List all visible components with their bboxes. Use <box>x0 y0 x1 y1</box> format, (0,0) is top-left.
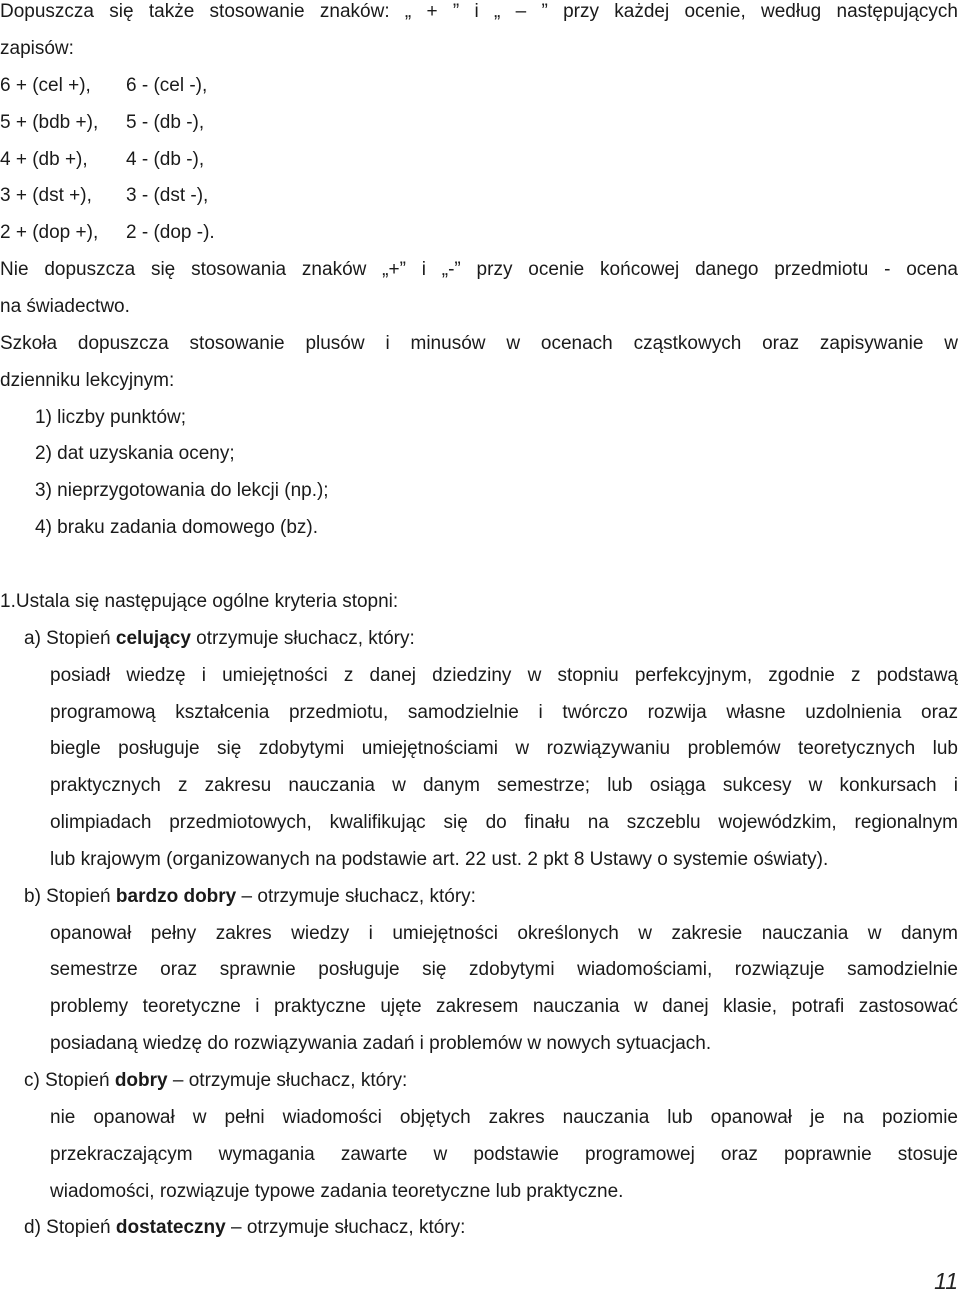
criterion-a-line: olimpiadach przedmiotowych, kwalifikując się do finału na szczeblu wojewódzkim, regionalnym <box>50 812 958 833</box>
criterion-a-grade: celujący <box>115 628 191 649</box>
criteria-heading: 1.Ustala się następujące ogólne kryteria stopni: <box>0 591 399 612</box>
criterion-a-prefix: a) Stopień <box>24 628 116 649</box>
list-item: 4) braku zadania domowego (bz). <box>35 517 319 538</box>
criterion-a-line: programową kształcenia przedmiotu, samodzielnie i twórczo rozwija własne uzdolnienia oraz <box>50 702 958 723</box>
criterion-b-line: posiadaną wiedzę do rozwiązywania zadań i problemów w nowych sytuacjach. <box>50 1033 712 1054</box>
list-item: 2) dat uzyskania oceny; <box>35 443 235 464</box>
criterion-c-line: nie opanował w pełni wiadomości objętych zakres nauczania lub opanował je na poziomie <box>50 1107 958 1128</box>
grade-plus-4: 4 + (db +), <box>0 149 88 170</box>
criterion-d-grade: dostateczny <box>115 1217 226 1238</box>
criterion-b-line: semestrze oraz sprawnie posługuje się zdobytymi wiadomościami, rozwiązuje samodzielnie <box>50 959 958 980</box>
grade-minus-6: 6 - (cel -), <box>126 75 208 96</box>
school-line-1: Szkoła dopuszcza stosowanie plusów i minusów w ocenach cząstkowych oraz zapisywanie w <box>0 333 958 354</box>
criterion-a-line: praktycznych z zakresu nauczania w danym semestrze; lub osiąga sukcesy w konkursach i <box>50 775 958 796</box>
criterion-c-heading <box>24 1069 407 1093</box>
list-item: 3) nieprzygotowania do lekcji (np.); <box>35 480 329 501</box>
school-line-2: dzienniku lekcyjnym: <box>0 370 175 391</box>
intro-line-2: zapisów: <box>0 38 74 59</box>
criterion-b-suffix: – otrzymuje słuchacz, który: <box>236 886 476 907</box>
criterion-a-heading <box>24 627 415 651</box>
final-note-line-1: Nie dopuszcza się stosowania znaków „+” i „-” przy ocenie końcowej danego przedmiotu - ocena <box>0 259 958 280</box>
criterion-b-grade: bardzo dobry <box>115 886 237 907</box>
criterion-a-line: posiadł wiedzę i umiejętności z danej dziedziny w stopniu perfekcyjnym, zgodnie z podstawą <box>50 665 958 686</box>
grade-plus-6: 6 + (cel +), <box>0 75 91 96</box>
criterion-b-prefix: b) Stopień <box>24 886 116 907</box>
grade-minus-5: 5 - (db -), <box>126 112 205 133</box>
grade-minus-3: 3 - (dst -), <box>126 185 209 206</box>
criterion-b-heading <box>24 885 476 909</box>
grade-plus-3: 3 + (dst +), <box>0 185 92 206</box>
criterion-a-suffix: otrzymuje słuchacz, który: <box>190 628 415 649</box>
grade-minus-4: 4 - (db -), <box>126 149 205 170</box>
list-item: 1) liczby punktów; <box>35 407 187 428</box>
criterion-b-line: opanował pełny zakres wiedzy i umiejętności określonych w zakresie nauczania w danym <box>50 923 958 944</box>
criterion-c-suffix: – otrzymuje słuchacz, który: <box>167 1070 408 1091</box>
criterion-a-line: biegle posługuje się zdobytymi umiejętnościami w rozwiązywaniu problemów teoretycznych lub <box>50 738 958 759</box>
criterion-b-line: problemy teoretyczne i praktyczne ujęte zakresem nauczania w danej klasie, potrafi zastosować <box>50 996 958 1017</box>
grade-plus-2: 2 + (dop +), <box>0 222 99 243</box>
page-number: 11 <box>934 1268 958 1294</box>
criterion-c-line: przekraczającym wymagania zawarte w podstawie programowej oraz poprawnie stosuje <box>50 1144 958 1165</box>
criterion-c-prefix: c) Stopień <box>24 1070 115 1091</box>
criterion-d-heading <box>24 1216 465 1240</box>
criterion-a-line: lub krajowym (organizowanych na podstawie art. 22 ust. 2 pkt 8 Ustawy o systemie oświaty). <box>50 849 829 870</box>
grade-minus-2: 2 - (dop -). <box>126 222 215 243</box>
criterion-d-prefix: d) Stopień <box>24 1217 116 1238</box>
criterion-c-line: wiadomości, rozwiązuje typowe zadania teoretyczne lub praktyczne. <box>50 1181 624 1202</box>
criterion-d-suffix: – otrzymuje słuchacz, który: <box>225 1217 466 1238</box>
grade-plus-5: 5 + (bdb +), <box>0 112 99 133</box>
final-note-line-2: na świadectwo. <box>0 296 130 317</box>
criterion-c-grade: dobry <box>114 1070 168 1091</box>
intro-line-1: Dopuszcza się także stosowanie znaków: „ + ” i „ – ” przy każdej ocenie, według następujących <box>0 1 958 22</box>
